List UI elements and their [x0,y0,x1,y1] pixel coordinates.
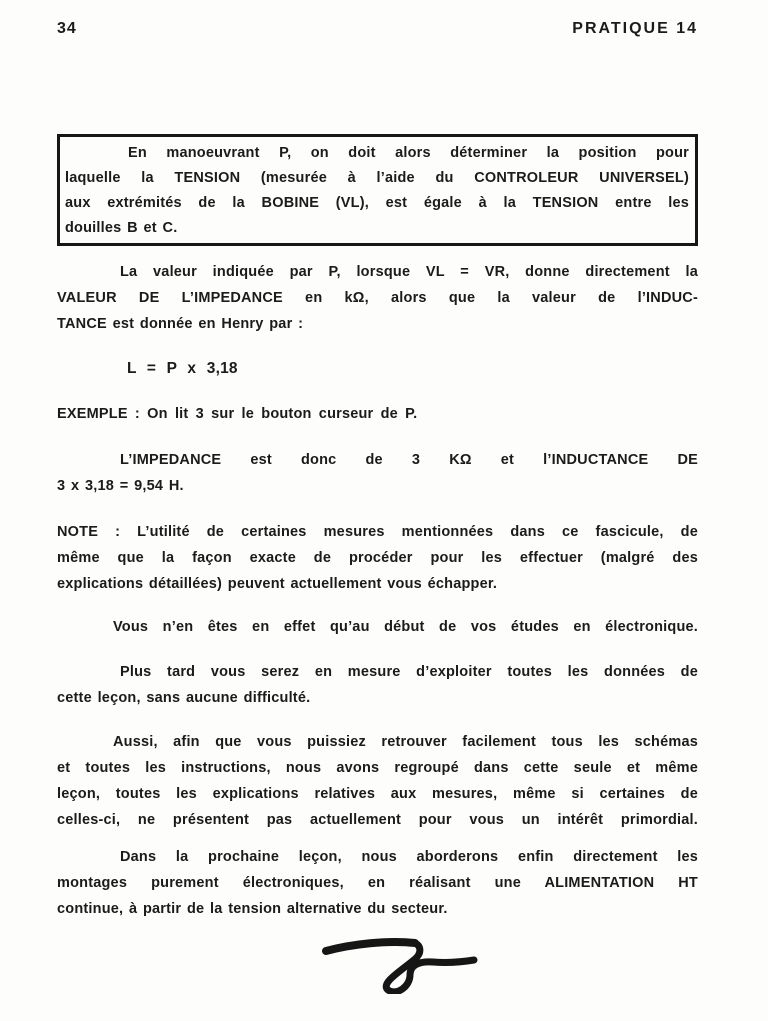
text-line: montages purement électroniques, en réalisant une ALIMENTATION HT [57,875,698,891]
text-line: La valeur indiquée par P, lorsque VL = VR, donne directement la [120,264,698,280]
paragraph-debut-etudes [57,614,698,640]
page-header [57,20,698,38]
paragraph-example-result [57,447,698,499]
boxed-instruction [57,134,698,246]
text-line: cette leçon, sans aucune difficulté. [57,690,311,706]
text-line: TANCE est donnée en Henry par : [57,316,304,332]
signature-flourish-icon [322,932,482,994]
text-line: explications détaillées) peuvent actuellement vous échapper. [57,576,498,592]
paragraph-prochaine-lecon [57,844,698,922]
paragraph-aussi [57,729,698,833]
text-line: douilles B et C. [65,220,178,236]
text-line: VALEUR DE L’IMPEDANCE en kΩ, alors que la valeur de l’INDUC- [57,290,698,306]
text-line: L’IMPEDANCE est donc de 3 KΩ et l’INDUCTANCE DE [120,452,698,468]
text-line: En manoeuvrant P, on doit alors déterminer la position pour [128,145,689,161]
text-line: celles-ci, ne présentent pas actuellement pour vous un intérêt primordial. [57,812,698,828]
exemple-line: EXEMPLE : On lit 3 sur le bouton curseur de P. [57,406,418,422]
text-line: laquelle la TENSION (mesurée à l’aide du CONTROLEUR UNIVERSEL) [65,170,689,186]
paragraph-plus-tard [57,659,698,711]
text-line: NOTE : L’utilité de certaines mesures mentionnées dans ce fascicule, de [57,524,698,540]
text-line: leçon, toutes les explications relatives aux mesures, même si certaines de [57,786,698,802]
text-line: Dans la prochaine leçon, nous aborderons enfin directement les [120,849,698,865]
note-paragraph [57,519,698,597]
text-line: aux extrémités de la BOBINE (VL), est égale à la TENSION entre les [65,195,689,211]
page-number: 34 [57,20,77,37]
text-line: continue, à partir de la tension alternative du secteur. [57,901,448,917]
text-line: 3 x 3,18 = 9,54 H. [57,478,184,494]
text-line: Vous n’en êtes en effet qu’au début de vos études en électronique. [113,619,698,635]
text-line: et toutes les instructions, nous avons regroupé dans cette seule et même [57,760,698,776]
text-line: Plus tard vous serez en mesure d’exploiter toutes les données de [120,664,698,680]
text-line: même que la façon exacte de procéder pour les effectuer (malgré des [57,550,698,566]
paragraph-impedance [57,259,698,337]
text-line: Aussi, afin que vous puissiez retrouver facilement tous les schémas [113,734,698,750]
page-title: PRATIQUE 14 [572,20,698,37]
formula-inductance: L = P x 3,18 [127,360,238,377]
